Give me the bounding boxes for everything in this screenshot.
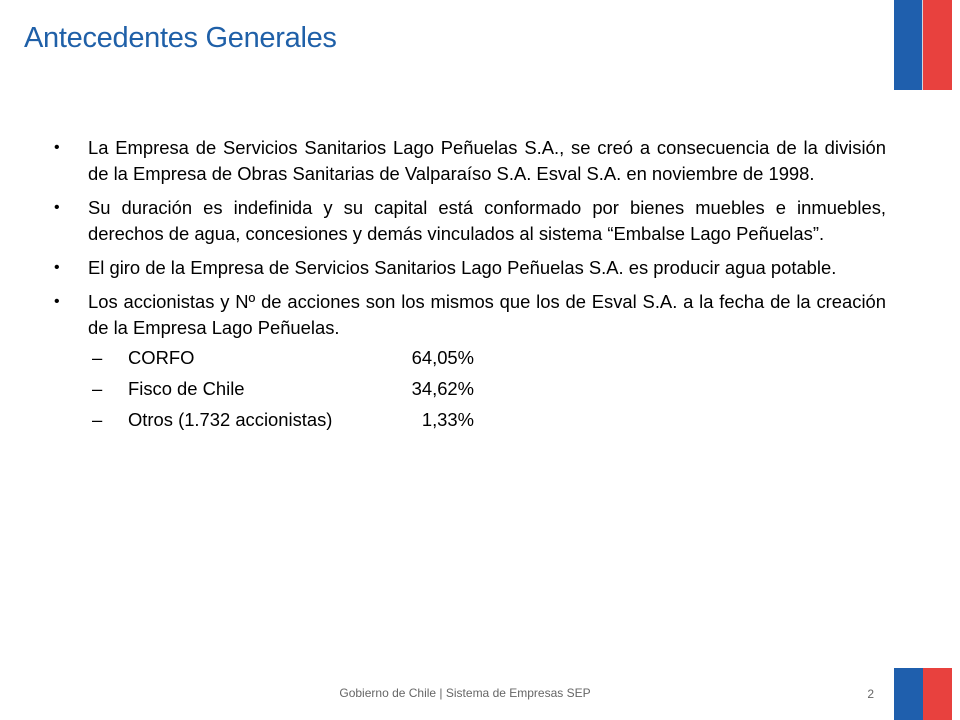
shareholder-list: [52, 345, 886, 438]
shareholder-name: CORFO: [128, 347, 195, 368]
bullet-item: [52, 255, 886, 281]
page-number: 2: [867, 687, 874, 701]
bullet-item: [52, 135, 886, 187]
shareholder-percentage: 34,62%: [411, 378, 474, 399]
bullet-icon: •: [54, 139, 60, 156]
shareholder-percentage: 1,33%: [421, 409, 474, 430]
dash-icon: –: [92, 378, 103, 399]
shareholder-name: Otros (1.732 accionistas): [128, 409, 333, 430]
bullet-text: Los accionistas y Nº de acciones son los mismos que los de Esval S.A. a la fecha de la creación de la Empresa Lago Peñuelas.: [88, 291, 886, 338]
shareholder-row: [52, 407, 886, 438]
bullet-text: Su duración es indefinida y su capital está conformado por bienes muebles e inmuebles, derechos de agua, concesiones y demás vinculados al sistema “Embalse Lago Peñuelas”.: [88, 197, 886, 244]
bullet-text: El giro de la Empresa de Servicios Sanitarios Lago Peñuelas S.A. es producir agua potable.: [88, 257, 837, 278]
shareholder-name: Fisco de Chile: [128, 378, 245, 399]
shareholder-row: [52, 345, 886, 376]
shareholder-row: [52, 376, 886, 407]
dash-icon: –: [92, 409, 103, 430]
shareholder-percentage: 64,05%: [411, 347, 474, 368]
slide-body: [52, 135, 886, 438]
page-title: Antecedentes Generales: [24, 22, 337, 54]
bullet-item: [52, 289, 886, 341]
dash-icon: –: [92, 347, 103, 368]
bullet-icon: •: [54, 259, 60, 276]
bullet-icon: •: [54, 293, 60, 310]
bullet-icon: •: [54, 199, 60, 216]
chile-flag-stripe-bottom: [886, 668, 952, 720]
chile-flag-stripe-top: [886, 0, 952, 90]
bullet-item: [52, 195, 886, 247]
footer-text: Gobierno de Chile | Sistema de Empresas SEP: [339, 686, 591, 700]
bullet-text: La Empresa de Servicios Sanitarios Lago Peñuelas S.A., se creó a consecuencia de la división de la Empresa de Obras Sanitarias de Valparaíso S.A. Esval S.A. en noviembre de 1998.: [88, 137, 886, 184]
